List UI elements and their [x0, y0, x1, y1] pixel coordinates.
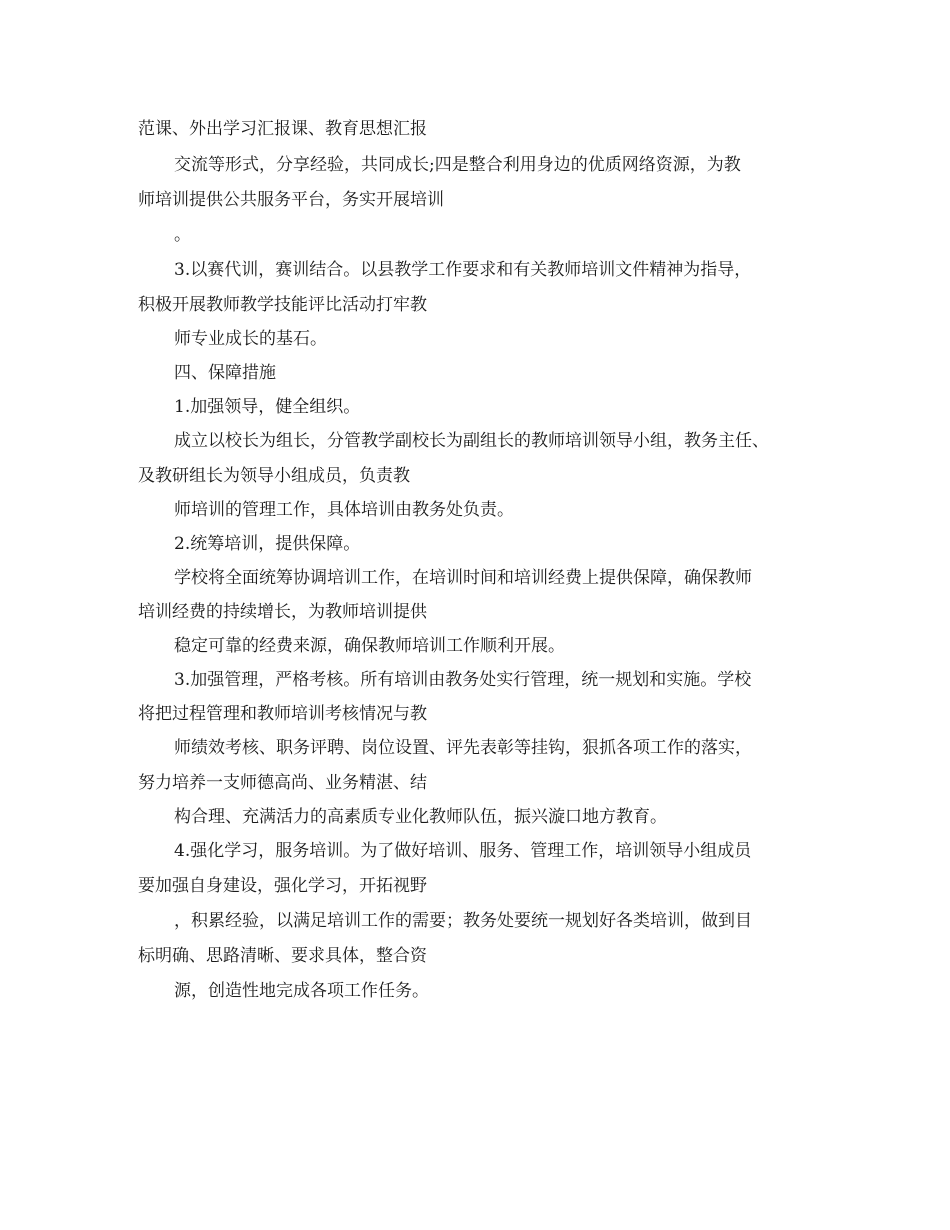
text-line: 将把过程管理和教师培训考核情况与教 [138, 704, 427, 724]
text-line: 成立以校长为组长，分管教学副校长为副组长的教师培训领导小组，教务主任、 [174, 431, 769, 451]
text-line: 努力培养一支师德高尚、业务精湛、结 [138, 773, 427, 793]
text-line: 及教研组长为领导小组成员，负责教 [138, 466, 410, 486]
text-line: 要加强自身建设，强化学习，开拓视野 [138, 876, 427, 896]
text-line: 源，创造性地完成各项工作任务。 [174, 981, 429, 1001]
text-line: 培训经费的持续增长，为教师培训提供 [138, 602, 427, 622]
text-line: 3.加强管理，严格考核。所有培训由教务处实行管理，统一规划和实施。学校 [174, 670, 752, 690]
text-line: 1.加强领导，健全组织。 [174, 397, 361, 417]
text-line: 师绩效考核、职务评聘、岗位设置、评先表彰等挂钩，狠抓各项工作的落实， [174, 738, 752, 758]
text-line: 稳定可靠的经费来源，确保教师培训工作顺利开展。 [174, 636, 565, 656]
text-line: 学校将全面统筹协调培训工作，在培训时间和培训经费上提供保障，确保教师 [174, 568, 752, 588]
text-line: 构合理、充满活力的高素质专业化教师队伍，振兴漩口地方教育。 [174, 807, 667, 827]
text-line: 师专业成长的基石。 [174, 329, 327, 349]
text-line: 师培训提供公共服务平台，务实开展培训 [138, 190, 444, 210]
text-line: ，积累经验，以满足培训工作的需要；教务处要统一规划好各类培训，做到目 [174, 911, 752, 931]
text-line: 交流等形式，分享经验，共同成长;四是整合利用身边的优质网络资源，为教 [174, 155, 741, 175]
text-line: 标明确、思路清晰、要求具体，整合资 [138, 946, 427, 966]
text-line: 。 [174, 225, 191, 245]
text-line: 2.统筹培训，提供保障。 [174, 534, 361, 554]
text-line: 4.强化学习，服务培训。为了做好培训、服务、管理工作，培训领导小组成员 [174, 841, 752, 861]
section-heading: 四、保障措施 [174, 363, 276, 383]
text-line: 3.以赛代训，赛训结合。以县教学工作要求和有关教师培训文件精神为指导， [174, 260, 752, 280]
text-line: 师培训的管理工作，具体培训由教务处负责。 [174, 500, 514, 520]
text-line: 积极开展教师教学技能评比活动打牢教 [138, 295, 427, 315]
text-line: 范课、外出学习汇报课、教育思想汇报 [138, 119, 427, 139]
